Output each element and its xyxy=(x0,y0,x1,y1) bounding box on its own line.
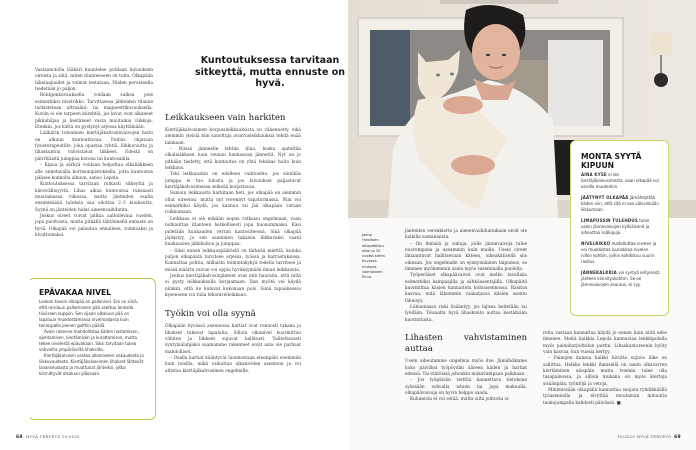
article-column-3 xyxy=(405,229,527,404)
paragraph: reita vastaan kannattaa käydä jo ennen kuin niitä edes ilmenee. Meitä kaikkia Lepola kannustaa lenkkipolulla myös painoharjoittelun partin. Lihaskuntoreenin hyöty vain kasvaa, kun vuosia kertyy. xyxy=(543,331,667,356)
sidebar-monta-syyta-kipuun xyxy=(570,140,669,316)
paragraph: Lääkärin toteamien kiertäjäkalvosinvaivojen hoito on alkuun kuntouttavaa. Potilas ohjataan fysioterapeutille, joka opastaa ryhtiä, liikkuvuutta ja lihaskuntoa vahvistavat liikkeet. Edestä on päivittäistä jumppaa kotona tai kuntosalilla. xyxy=(35,131,153,162)
info-box-epavakaa-nivel xyxy=(28,278,156,420)
paragraph: – On ihmisiä ja sukuja, joille jännevaivoja tulee nuorempana ja useammin kuin muille. Usein oireet ilmaantuvat hallitsevaan käteen, oikeakätisellä siis oikeaan. Jos ongelmalle on synnynnäinen taipumus, se ilmenee myöhemmin usein myös vasemmalla puolella. xyxy=(405,241,527,273)
definition: voi syntyä erityisesti jänteen kiinnityskohtiin. Se on jännevaivojen seuraus, ei syy. xyxy=(581,270,660,287)
section-heading: Työkin voi olla syynä xyxy=(165,309,256,320)
paragraph: – Painojen kanssa kaikki kivuttа sujuva liike on sallittua. Heikko lenkki ihmisellä on usein olkavarren kiertäminen ulospäin mutta treenin tulee olla tasapainossa, ja silloin mukana on myös kiertoja sisäänpäin, työntöjä ja vetoja. xyxy=(543,356,667,387)
paragraph: – Jos työpäivän viettää kannettava tietokone sylissään sohvalla istuen tai jopa makuulla, olkapäävaivoja on hyvin helppo saada. xyxy=(405,378,527,396)
paragraph: Olkapään hyvässä asennossa hartiat ovat rennosti takana ja lihakset tukevat lapaluita. Silloin olkanivel kuormittuu vähiten ja liikkeet sujuvat hallitusti. Valitettavasti syntymälahjaksi saamamme rakenteet eivät aina ole parhaat mahdolliset. xyxy=(165,324,301,355)
right-page xyxy=(348,0,696,450)
magazine-issue: HYVÄ TERVEYS 10/2025 xyxy=(25,434,80,439)
paragraph: Kiertäjäkalvosin vastaa olkanivelen vakaudesta ja liikkuvuudesta. Kiertäjäkalvosimen lihakset lähtevät lavanseudusta ja muuttuvat jänteiksi, jotka kiinnittyvät olkaluun yläosaan. xyxy=(39,353,144,376)
section-heading: Lihasten vahvistaminen auttaa xyxy=(405,333,527,355)
paragraph: – Osalla hartiat kääntyvät luonnostaan eteenpäin enemmän kuin toisilla, mikä vaikuttaa olkanivelen asentoon ja voi altistaa kiertäjäkalvosimen ongelmille. xyxy=(165,356,301,374)
sidebar-item xyxy=(581,218,660,236)
paragraph: jänteiden verenkierto ja aineenvaihduntakaan eivät ole kaikilla samanlaista. xyxy=(405,229,527,241)
definition: jämähdyttää käden niin, että sitä ei saa väkisinkään liikkumaan. xyxy=(581,195,659,212)
term: JÄÄTYNYT OLKAPÄÄ xyxy=(581,195,629,200)
paragraph: Leikkaus ei ole mikään nopea ratkaisu ongelmaan, vaan notkauttaa itlanteen hetkellisesti jopa huonommaksi. Käsi pidetään kuukauden verran kantositeessä. Sinä olkapää jäykistyy, ja sen saaminen takaisin liikkuvaksi vaatii kuukausien jälkihoitoa ja jumppaa. xyxy=(165,216,301,248)
section-heading: Leikkaukseen vain harkiten xyxy=(165,113,286,123)
page-number: 69 xyxy=(674,435,681,440)
paragraph: Joskus oireet voivat jatkua aaltoilevina vuoden, jopa puoltoista, mutta pitkällä tähtäimellä ennuste on hyvä. Olkapää voi palautua ennalleen, toimivaksi ja kivuttomaksi. xyxy=(35,213,153,238)
page-number: 68 xyxy=(16,435,23,440)
paragraph: Vastaanotolla lääkäri kuuntelee potilaan kuvauksen oireista ja siitä, miten tilanteeseen on tultu. Olkapään liikelaajuudet ja voimat testataan. Niiden perusteella tiedetään jo paljon. xyxy=(35,68,153,93)
paragraph: Lonkan tavoin olkapää on pallonivel. Ero on siinä, että reisiluun pallomainen pää asettuu lonkalla tiiviiseen kuppiin. Sen sijaan olkaluun pää on lapaluun muodostamassa nivelmaljassa kuin tennispallo pienen golftiin päällä. xyxy=(39,299,139,328)
article-column-4 xyxy=(543,331,667,407)
paragraph: – Siksi ennen leikkauspäätöstä on tärkeää miettiä, kuinka paljon olkapäätä tarvitsee arjessa, työssä ja harrastuksissa. Kannattaa pohtia, millaista toimintakykyä todella tarvitsee ja missä määrin vaivan voi oppia hyväksymään ilman leikkausta. xyxy=(165,248,301,273)
paragraph: Samoin leikkausta harkitaan heti, jos olkapää on aiemmin ollut oireeton, mutta nyt revennyt tapaturmassa. Niin voi esimerkiksi käydä, jos kaanuu tai jää olkapään varaan roikkumaan. xyxy=(165,191,301,216)
box-title: EPÄVAKAA NIVEL xyxy=(39,288,112,297)
term: LIMAPUSSIN TULEHDUS xyxy=(581,218,638,223)
paragraph: – Niissä jänneelle tehtiin tilaa, koska ajateltiin olkalisäkkeen luun reunan hankaavan jännettä. Nyt on jo pitkään tiedetty, että kuntoutus on yhtä tehokas hoito kuin leikkaus. xyxy=(165,147,301,172)
article-column-1 xyxy=(35,68,153,239)
paragraph: Liikunnassa riski lisääntyy, jos lajissa heitetään tai lyödään. Toisaalta hyvä lihaskunto auttaa kestämään kuormitusta. xyxy=(405,305,527,323)
paragraph: – Kipua ja särkyä voidaan helpottaa olkaliäkkeen alle annetavalla kortisonipistoksella, jotta kuntoutus pääsee kunnolla alkuun, sanoo Lepola. xyxy=(35,163,153,181)
paragraph: Avoin rakenne mahdollistaa käden nostamisen, ojentamisen, kiertämisen ja kurottamisen, mutta tekee nivelestä epävakaan. Siksi tarvitaan tukea vahvoilta ympäröiviltä lihaksilta. xyxy=(39,329,139,352)
term: NIVELRIKKO xyxy=(581,241,611,246)
definition: ei ole kiertäjäkalvosimesta, vaan olkapää voi oireilla muutenkin. xyxy=(581,172,659,189)
pull-quote-headline: Kuntoutuksessa tarvitaan sitkeyttä, mutta ennuste on hyvä. xyxy=(195,55,345,89)
paragraph: Joskus kiertäjäkalvosinjänteet ovat niin hauraita, että niitä ei pysty leikkauksella korjaamaan. Ilan myötä voi käydä niinkin, että ne kuluvat kokonaan pois. Siinä tapauksessa kyseeseen voi tulla tekonivelleikkaus. xyxy=(165,273,301,298)
term: AINA KYSE xyxy=(581,172,607,177)
photo-caption: Jaana Heinäsen olkapääkipu alkoi jo 20 vuotta sitten. Kuvassa mukana siamilainen Elmo. xyxy=(362,233,387,280)
definition: madalluttaa nivelen ja voi muodostaa luunokkaa nivelen niihin kohtiin, joihin kohdistuu suurin rasitus. xyxy=(581,241,657,264)
sidebar-item xyxy=(581,172,660,190)
paragraph: Kulumista ei voi estää, mutta siitä johtuvia oi- xyxy=(410,397,510,403)
sidebar-item xyxy=(581,241,660,265)
magazine-issue: 10/2025 HYVÄ TERVEYS xyxy=(617,434,672,439)
page-footer xyxy=(13,434,80,440)
sidebar-item xyxy=(581,195,660,213)
paragraph: Työperäiset olkapäävaivat ovat melko tavallisia esimerkiksi kampaajilla ja sähköasentajilla. Olkapäitä kuormittaa käsien kannattelu kohoasennossa. Rasitus kasvaa, mitä lähemmin vaakatasoa käsien asento läheisyy. xyxy=(405,273,527,304)
article-column-2 xyxy=(165,113,301,375)
paragraph: Kiertäjäkalvosimen korjausleikkauksista on vähennetty, eikä aiemmin yleisiä niin sanottuja avarrusleikkauksia tehdä enää lainkaan. xyxy=(165,128,301,146)
paragraph: Röntgenkuvauksella voidaan sulkea pois esimerkiksi nivelrikko. Tarvittaessa jänteiden tilanne tarkistetaan ultraääni- tai magneettikuvauksella. Kuviin ei ole tarpeen kiirehtiä, jos kivut ovat alkaneet pikkuhiljaa ja kestäneet vasta muutamia viikkoja. Etenkin, jos kättä on pystynyt arjessa käyttämään. xyxy=(35,93,153,131)
paragraph: Minimissään olkapäitä kannattaa suojata ryhdikkäällä työasennolla ja elvyttää muutaman minuutin taukojumpalla kahdesti päivässä. ■ xyxy=(543,388,667,406)
paragraph: Toki leikkauskin on edelleen vaihtoehto, jos sinnikäs jumppa ei tuo tulosta ja jos kuvaukset paljastavat kiertäjäkalvosimessa selkeää korjattavaa. xyxy=(165,172,301,191)
page-footer xyxy=(617,434,684,440)
paragraph: Kuntoutuksessa tarvitaan rutkasti sitkeyttä ja kärsivällisyyttä. Lihas alkaa kuntoutua runsaasti muutamassa viikossa, mutta jänteiden osalta ensimmäisiä tuloksia saa odottaa 2–3 kuukautta. Syynä on jänteiden hidas aineenvaihdunta. xyxy=(35,182,153,213)
paragraph: Usein aiheutamme ongelmia myös itse. Jämähdämme koko päiväksi työpöydän ääreen käden ja hartiat edessä. Tai etätöissä johonkin mukavampaan paikkaan. xyxy=(405,359,527,377)
sidebar-title: MONTA SYYTÄ KIPUUN xyxy=(581,152,642,170)
term: JÄNNEKALKKIA xyxy=(581,270,617,275)
definition: tulee usein jännevaivojen kylkiäisenä ja aiheuttaa lisäkipuja. xyxy=(581,218,650,235)
sidebar-item xyxy=(581,270,660,288)
